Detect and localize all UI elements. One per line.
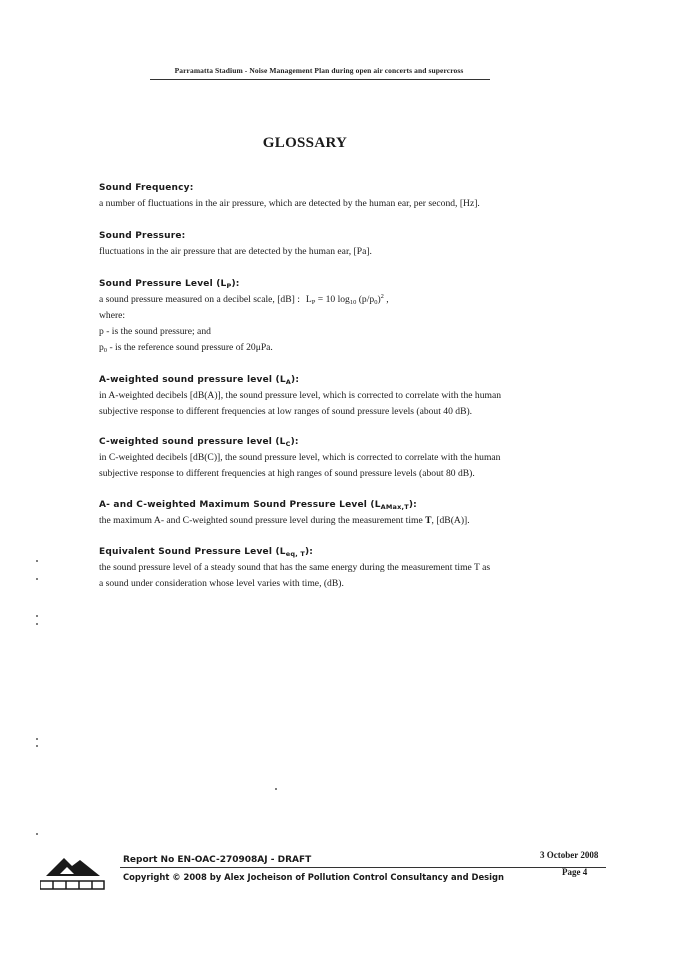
- glossary-definition: a number of fluctuations in the air pressure, which are detected by the human ear, per second, [Hz].: [99, 198, 480, 209]
- glossary-term: Sound Pressure:: [99, 231, 186, 241]
- glossary-definition-line: subjective response to different frequencies at high ranges of sound pressure levels (about 80 dB).: [99, 468, 475, 479]
- glossary-term: Equivalent Sound Pressure Level $(L_{eq, T})$:: [99, 547, 314, 558]
- glossary-definition-line: a sound under consideration whose level varies with time, (dB).: [99, 578, 344, 589]
- page-number: Page 4: [562, 867, 588, 877]
- header-rule: [150, 79, 490, 80]
- scan-speck: [275, 788, 277, 790]
- running-header: Parramatta Stadium - Noise Management Plan during open air concerts and supercross: [174, 66, 464, 75]
- report-date: 3 October 2008: [540, 850, 599, 860]
- glossary-term: Sound Pressure Level $(L_P)$:: [99, 279, 240, 290]
- glossary-entry-c-weighted: [99, 434, 569, 482]
- glossary-entry-max-spl: [99, 497, 569, 529]
- where-label: where:: [99, 310, 126, 321]
- glossary-definition-line: the sound pressure level of a steady sound that has the same energy during the measurement time T as: [99, 562, 491, 573]
- scan-speck: [36, 623, 38, 625]
- scan-speck: [36, 560, 38, 562]
- scan-speck: [36, 615, 38, 617]
- copyright-notice: Copyright © 2008 by Alex Jocheison of Pollution Control Consultancy and Design: [123, 872, 504, 882]
- glossary-term: A-weighted sound pressure level $(L_A)$:: [99, 375, 300, 386]
- glossary-entry-sound-pressure: [99, 228, 569, 260]
- page-footer: [0, 840, 676, 900]
- page-title: GLOSSARY: [262, 135, 348, 151]
- glossary-definition: fluctuations in the air pressure that are detected by the human ear, [Pa].: [99, 246, 372, 257]
- scan-speck: [36, 738, 38, 740]
- footer-rule: [120, 867, 606, 868]
- report-number: Report No EN-OAC-270908AJ - DRAFT: [123, 855, 312, 865]
- glossary-definition: a sound pressure measured on a decibel scale, [dB] : $L_P = 10$ $\log_{10} (p/p_0)^2$ ,: [99, 293, 389, 306]
- glossary-definition-line: in A-weighted decibels [dB(A)], the sound pressure level, which is corrected to correlate with the human: [99, 390, 502, 401]
- glossary-entry-sound-frequency: [99, 180, 569, 212]
- glossary-entry-sound-pressure-level: [99, 276, 569, 356]
- glossary-definition-line: subjective response to different frequencies at low ranges of sound pressure levels (about 40 dB).: [99, 406, 473, 417]
- spl-formula: $L_P = 10$ $\log_{10} (p/p_0)^2$ ,: [305, 293, 389, 306]
- company-logo-icon: [40, 850, 106, 897]
- glossary-entry-a-weighted: [99, 372, 569, 420]
- glossary-term: Sound Frequency:: [99, 183, 194, 193]
- p0-definition: $p_0$ - is the reference sound pressure of 20μPa.: [99, 342, 273, 354]
- p-definition: p - is the sound pressure; and: [99, 326, 211, 337]
- glossary-definition: the maximum A- and C-weighted sound pressure level during the measurement time T, [dB(A)].: [99, 515, 470, 526]
- glossary-term: A- and C-weighted Maximum Sound Pressure Level $(L_{AMax,T})$:: [99, 500, 417, 511]
- glossary-entry-leq: [99, 544, 569, 592]
- scan-speck: [36, 578, 38, 580]
- scan-speck: [36, 745, 38, 747]
- glossary-term: C-weighted sound pressure level $(L_C)$:: [99, 437, 299, 448]
- glossary-definition-line: in C-weighted decibels [dB(C)], the sound pressure level, which is corrected to correlate with the human: [99, 452, 501, 463]
- scan-speck: [36, 833, 38, 835]
